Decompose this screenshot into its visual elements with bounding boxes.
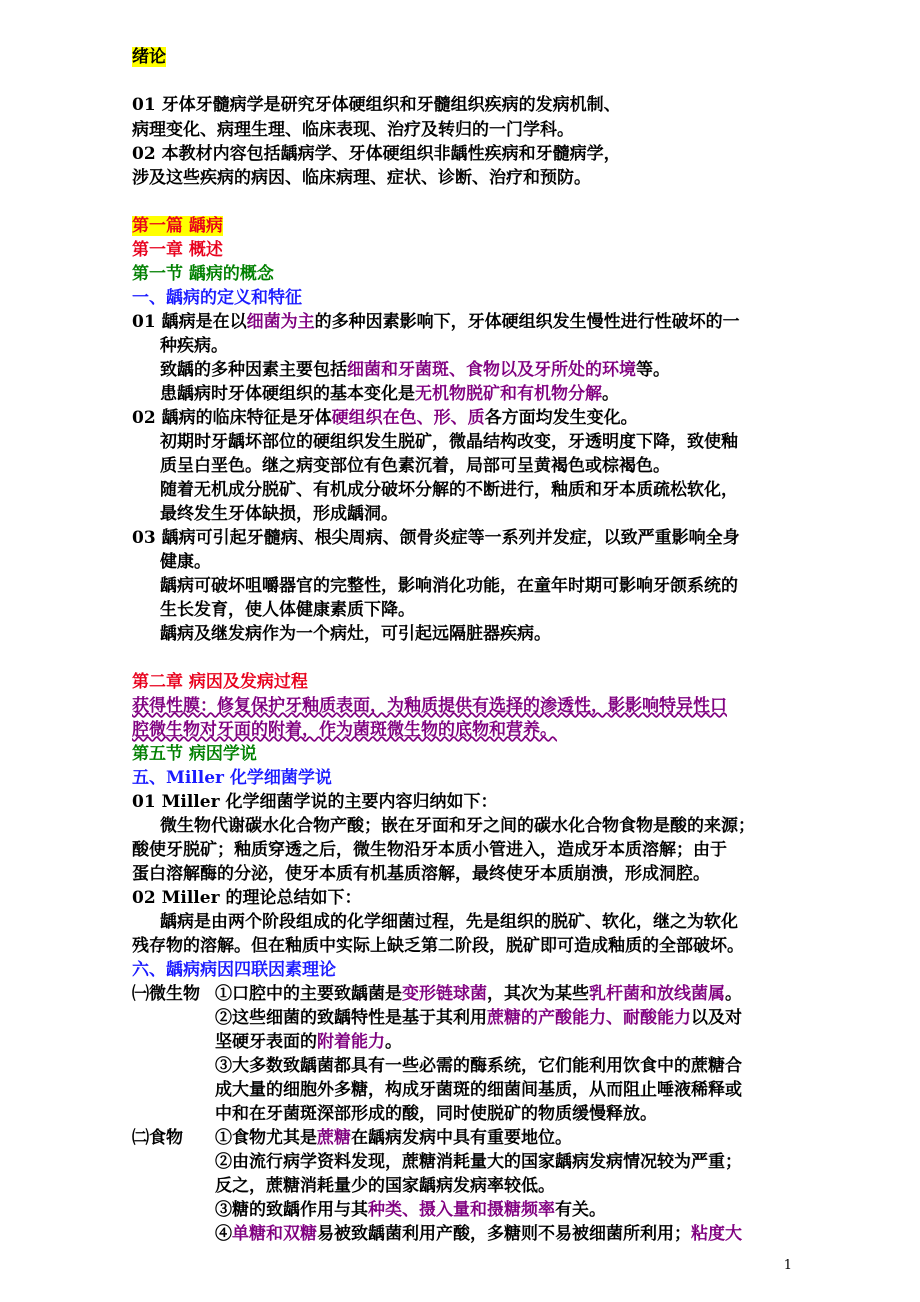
factor-1-line-4: ③大多数致龋菌都具有一些必需的酶系统，它们能利用饮食中的蔗糖合 [215,1056,742,1076]
text: ④ [215,1224,232,1244]
factor-2-line-4 [215,1198,606,1222]
item-01-line-3 [160,358,670,382]
text: 01 龋病是在以 [132,312,247,332]
text: 坚硬牙表面的 [215,1032,317,1052]
chapter-1-title: 第一章 概述 [132,240,223,260]
factor-2-line-1 [215,1126,572,1150]
miller-02-line-2: 残存物的溶解。但在釉质中实际上缺乏第二阶段，脱矿即可造成釉质的全部破坏。 [132,936,744,956]
highlight: 乳杆菌和放线菌属 [589,984,725,1004]
heading-5: 五、Miller 化学细菌学说 [132,768,332,788]
intro-line-2: 病理变化、病理生理、临床表现、治疗及转归的一门学科。 [132,120,574,140]
text: ①口腔中的主要致龋菌是 [215,984,402,1004]
highlight: 细菌和牙菌斑、食物以及牙所处的环境 [347,360,636,380]
text: 各方面均发生变化。 [484,408,638,428]
text: 以及对 [691,1008,742,1028]
item-02-line-2: 初期时牙龋坏部位的硬组织发生脱矿，微晶结构改变，牙透明度下降，致使釉 [160,432,738,452]
text: 。 [385,1032,402,1052]
highlight: 种类、摄入量和摄糖频率 [368,1200,555,1220]
factor-1-line-2 [215,1006,742,1030]
intro-line-3: 02 本教材内容包括龋病学、牙体硬组织非龋性疾病和牙髓病学， [132,144,621,164]
text: 02 龋病的临床特征是牙体 [132,408,332,428]
item-03-line-3: 龋病可破坏咀嚼器官的完整性，影响消化功能，在童年时期可影响牙颌系统的 [160,576,738,596]
highlight: 蔗糖 [317,1128,351,1148]
factor-1-line-6: 中和在牙菌斑深部形成的酸，同时使脱矿的物质缓慢释放。 [215,1104,657,1124]
pellicle-line-2 [132,718,557,742]
item-03-line-5: 龋病及继发病作为一个病灶，可引起远隔脏器疾病。 [160,624,551,644]
highlight: 单糖和双糖 [232,1224,317,1244]
text: 致龋的多种因素主要包括 [160,360,347,380]
text: 。 [725,984,742,1004]
intro-title [132,45,166,69]
text: ②这些细菌的致龋特性是基于其利用 [215,1008,487,1028]
highlight: 附着能力 [317,1032,385,1052]
pellicle-text: 获得性膜：修复保护牙釉质表面，为釉质提供有选择的渗透性，影影响特异性口 [132,696,727,716]
factor-2-line-3: 反之，蔗糖消耗量少的国家龋病发病率较低。 [215,1176,555,1196]
page-number: 1 [783,1258,792,1273]
text: 的多种因素影响下，牙体硬组织发生慢性进行性破坏的一 [314,312,740,332]
item-02-line-1 [132,406,638,430]
text: ①食物尤其是 [215,1128,317,1148]
item-03-line-1: 03 龋病可引起牙髓病、根尖周病、颌骨炎症等一系列并发症，以致严重影响全身 [132,528,740,548]
text: ③糖的致龋作用与其 [215,1200,368,1220]
intro-title-text: 绪论 [132,47,166,67]
heading-6: 六、龋病病因四联因素理论 [132,960,336,980]
text: 。 [602,384,619,404]
text: 患龋病时牙体硬组织的基本变化是 [160,384,415,404]
heading-1: 一、龋病的定义和特征 [132,288,302,308]
factor-2-line-2: ②由流行病学资料发现，蔗糖消耗量大的国家龋病发病情况较为严重； [215,1152,742,1172]
miller-01: 01 Miller 化学细菌学说的主要内容归纳如下： [132,792,498,812]
pellicle-text: 腔微生物对牙面的附着，作为菌斑微生物的底物和营养。 [132,720,557,740]
section-5-title: 第五节 病因学说 [132,744,257,764]
section-1-title: 第一节 龋病的概念 [132,264,274,284]
intro-line-4: 涉及这些疾病的病因、临床病理、症状、诊断、治疗和预防。 [132,168,591,188]
miller-01-line-2: 酸使牙脱矿；釉质穿透之后，微生物沿牙本质小管进入，造成牙本质溶解；由于 [132,840,727,860]
miller-02-line-1: 龋病是由两个阶段组成的化学细菌过程，先是组织的脱矿、软化，继之为软化 [160,912,738,932]
chapter-2-title: 第二章 病因及发病过程 [132,672,308,692]
item-03-line-4: 生长发育，使人体健康素质下降。 [160,600,415,620]
highlight: 变形链球菌 [402,984,487,1004]
highlight: 粘度大 [691,1224,742,1244]
part-title-text: 第一篇 龋病 [132,216,223,236]
factor-2-label: ㈡食物 [132,1128,183,1148]
factor-1-line-5: 成大量的细胞外多糖，构成牙菌斑的细菌间基质，从而阻止唾液稀释或 [215,1080,742,1100]
highlight: 细菌为主 [246,312,315,332]
item-01-line-1 [132,310,740,334]
text: 等。 [636,360,670,380]
part-title [132,214,223,238]
item-02-line-5: 最终发生牙体缺损，形成龋洞。 [160,504,398,524]
text: 易被致龋菌利用产酸，多糖则不易被细菌所利用； [317,1224,691,1244]
factor-1-line-1 [215,982,742,1006]
text: 有关。 [555,1200,606,1220]
item-01-line-2: 种疾病。 [160,336,228,356]
intro-line-1: 01 牙体牙髓病学是研究牙体硬组织和牙髓组织疾病的发病机制、 [132,95,621,115]
highlight: 蔗糖的产酸能力、耐酸能力 [487,1008,691,1028]
factor-1-label: ㈠微生物 [132,984,200,1004]
factor-1-line-3 [215,1030,402,1054]
text: 在龋病发病中具有重要地位。 [351,1128,572,1148]
highlight: 无机物脱矿和有机物分解 [415,384,602,404]
miller-02: 02 Miller 的理论总结如下： [132,888,362,908]
pellicle-line-1 [132,694,727,718]
factor-2-line-5 [215,1222,742,1246]
miller-01-line-3: 蛋白溶解酶的分泌，使牙本质有机基质溶解，最终使牙本质崩溃，形成洞腔。 [132,864,710,884]
item-02-line-4: 随着无机成分脱矿、有机成分破坏分解的不断进行，釉质和牙本质疏松软化， [160,480,738,500]
item-03-line-2: 健康。 [160,552,211,572]
miller-01-line-1: 微生物代谢碳水化合物产酸；嵌在牙面和牙之间的碳水化合物食物是酸的来源； [160,816,755,836]
text: ，其次为某些 [487,984,589,1004]
highlight: 硬组织在色、形、质 [331,408,485,428]
item-01-line-4 [160,382,619,406]
item-02-line-3: 质呈白垩色。继之病变部位有色素沉着，局部可呈黄褐色或棕褐色。 [160,456,670,476]
